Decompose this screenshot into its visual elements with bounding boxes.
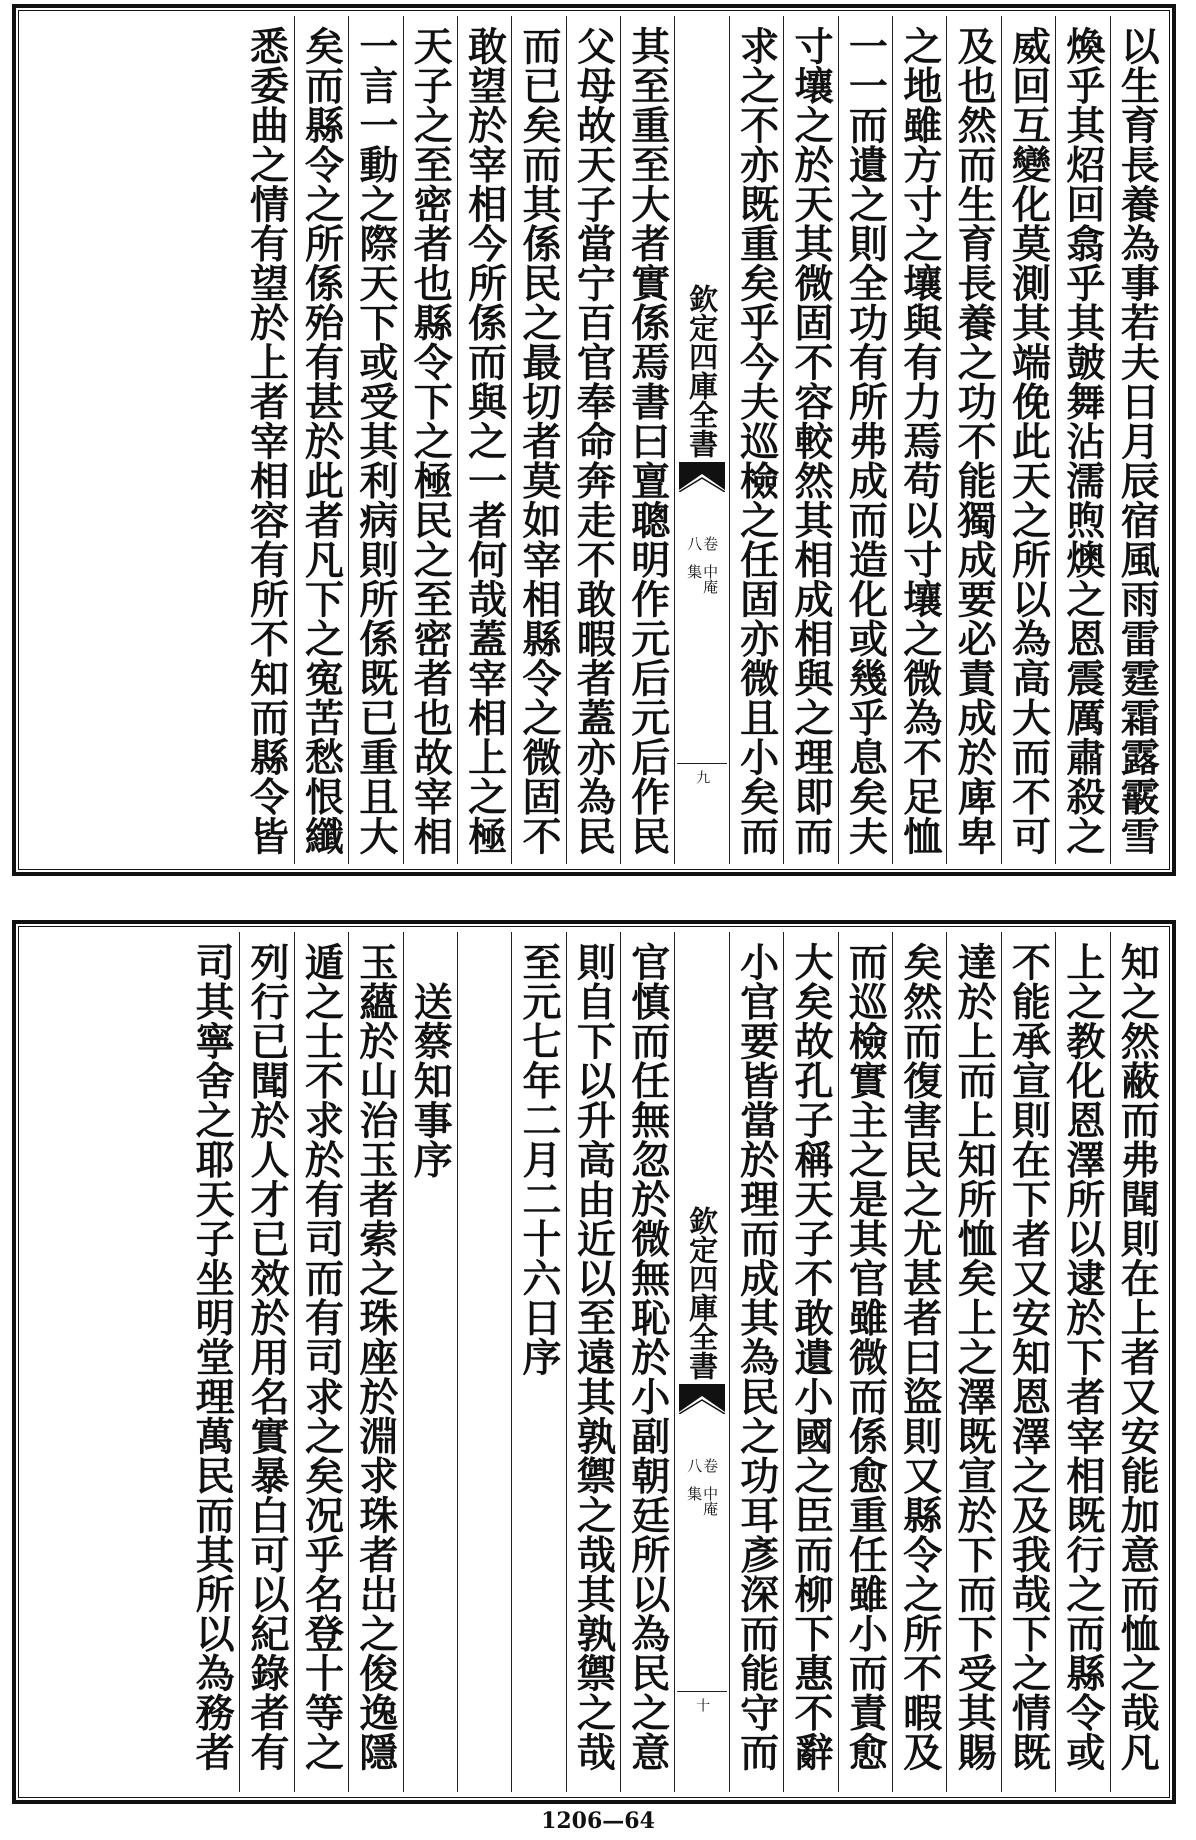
column-text: 則自下以升高由近以至遠其孰禦之哉其孰禦之哉	[570, 942, 617, 1772]
leaf-number: 十	[694, 1698, 711, 1712]
text-column	[1001, 16, 1055, 864]
column-text: 而巡檢實主之是其官雖微而係愈重任雖小而責愈	[842, 942, 889, 1772]
column-text: 而已矣而其係民之最切者莫如宰相縣令之微固不	[516, 26, 562, 856]
text-column	[838, 16, 892, 864]
text-column	[294, 932, 348, 1792]
text-column	[729, 932, 783, 1792]
text-column	[1055, 932, 1109, 1792]
text-column	[1001, 932, 1055, 1792]
column-text: 及也然而生育長養之功不能獨成要必責成於庳卑	[951, 26, 998, 856]
column-text: 矣而縣令之所係殆有甚於此者凡下之寃苦愁恨纖	[298, 26, 345, 856]
text-column	[566, 16, 620, 864]
column-text: 矣然而復害民之尤甚者曰盜則又縣令之所不暇及	[896, 942, 943, 1772]
column-text: 以生育長養為事若夫日月辰宿風雨雷霆霜露霰雪	[1114, 26, 1161, 856]
column-text: 煥乎其炤回翕乎其皷舞沾濡煦燠之恩震厲肅殺之	[1059, 26, 1106, 856]
lower-page-columns	[24, 932, 1164, 1792]
text-column	[620, 16, 674, 864]
text-column	[729, 16, 783, 864]
text-column	[838, 932, 892, 1792]
text-column	[783, 932, 837, 1792]
column-text: 求之不亦既重矣乎今夫巡檢之任固亦微且小矣而	[733, 26, 780, 856]
text-column	[1055, 16, 1109, 864]
volume-label-line: 卷八	[685, 536, 720, 551]
text-column	[946, 932, 1000, 1792]
column-text: 大矣故孔子稱天子不敢遺小國之臣而柳下惠不辭	[787, 942, 834, 1772]
text-column	[348, 16, 402, 864]
text-column	[185, 932, 239, 1792]
column-text: 不能承宣則在下者又安知恩澤之及我哉下之情既	[1005, 942, 1052, 1772]
text-column	[511, 16, 565, 864]
text-column	[511, 932, 565, 1792]
column-text: 之地雖方寸之壤與有力焉苟以寸壤之微為不足恤	[896, 26, 943, 856]
column-text: 至元七年二月二十六日序	[516, 942, 562, 1377]
column-text: 上之教化恩澤所以逮於下者宰相既行之而縣令或	[1059, 942, 1106, 1772]
leaf-number: 九	[694, 770, 711, 784]
volume-label	[686, 1458, 718, 1528]
column-text: 知之然蔽而弗聞則在上者又安能加意而恤之哉凡	[1114, 942, 1161, 1772]
text-column	[1110, 932, 1164, 1792]
text-column	[783, 16, 837, 864]
text-column	[620, 932, 674, 1792]
column-text: 父母故天子當宁百官奉命奔走不敢暇者蓋亦為民	[570, 26, 617, 856]
column-text: 玉蘊於山治玉者索之珠座於淵求珠者岀之俊逸隱	[352, 942, 399, 1772]
text-column	[403, 932, 457, 1792]
text-column	[946, 16, 1000, 864]
page-footer-number: 1206—64	[541, 1808, 655, 1834]
fish-tail-icon	[679, 462, 725, 492]
text-column	[566, 932, 620, 1792]
text-column	[294, 16, 348, 864]
center-fold-block	[674, 16, 728, 864]
column-text: 列行已聞於人才已效於用名實暴白可以紀錄者有	[244, 942, 291, 1772]
text-column	[239, 932, 293, 1792]
book-title: 欽定四庫全書	[685, 1206, 720, 1380]
volume-label-line: 中庵集	[685, 564, 720, 594]
column-text: 一一而遺之則全功有所弗成而造化或幾乎息矣夫	[842, 26, 889, 856]
text-column	[457, 932, 511, 1792]
text-column	[457, 16, 511, 864]
leaf-rule	[677, 1691, 726, 1692]
text-column	[403, 16, 457, 864]
upper-page	[12, 4, 1176, 876]
text-column	[1110, 16, 1164, 864]
column-text: 遁之士不求於有司而有司求之矣况乎名登十等之	[298, 942, 345, 1772]
column-text: 一言一動之際天下或受其利病則所係既已重且大	[352, 26, 399, 856]
lower-page	[12, 920, 1176, 1804]
center-fold-block	[674, 932, 728, 1792]
column-text: 寸壤之於天其微固不容較然其相成相與之理即而	[787, 26, 834, 856]
column-text: 送蔡知事序	[407, 942, 454, 1179]
leaf-rule	[677, 763, 726, 764]
column-text: 其至重至大者實係焉書曰亶聰明作元后元后作民	[624, 26, 671, 856]
column-text: 敢望於宰相今所係而與之一者何哉蓋宰相上之極	[461, 26, 508, 856]
text-column	[348, 932, 402, 1792]
column-text: 官慎而任無忽於微無恥於小副朝廷所以為民之意	[624, 942, 671, 1772]
column-text: 司其寧舍之耶天子坐明堂理萬民而其所以為務者	[189, 942, 236, 1772]
column-text: 天子之至密者也縣令下之極民之至密者也故宰相	[407, 26, 454, 856]
text-column	[239, 16, 293, 864]
volume-label	[686, 536, 718, 606]
volume-label-line: 中庵集	[685, 1486, 720, 1516]
fish-tail-icon	[679, 1384, 725, 1414]
text-column	[892, 16, 946, 864]
column-text: 威回互變化莫測其端俛此天之所以為高大而不可	[1005, 26, 1052, 856]
column-text: 小官要皆當於理而成其為民之功耳彥深而能守而	[733, 942, 780, 1772]
upper-page-columns	[24, 16, 1164, 864]
text-column	[892, 932, 946, 1792]
book-title: 欽定四庫全書	[685, 284, 720, 458]
column-text: 悉委曲之情有望於上者宰相容有所不知而縣令皆	[243, 26, 290, 856]
volume-label-line: 卷八	[685, 1458, 720, 1473]
column-text: 達於上而上知所恤矣上之澤既宣於下而下受其賜	[951, 942, 998, 1772]
